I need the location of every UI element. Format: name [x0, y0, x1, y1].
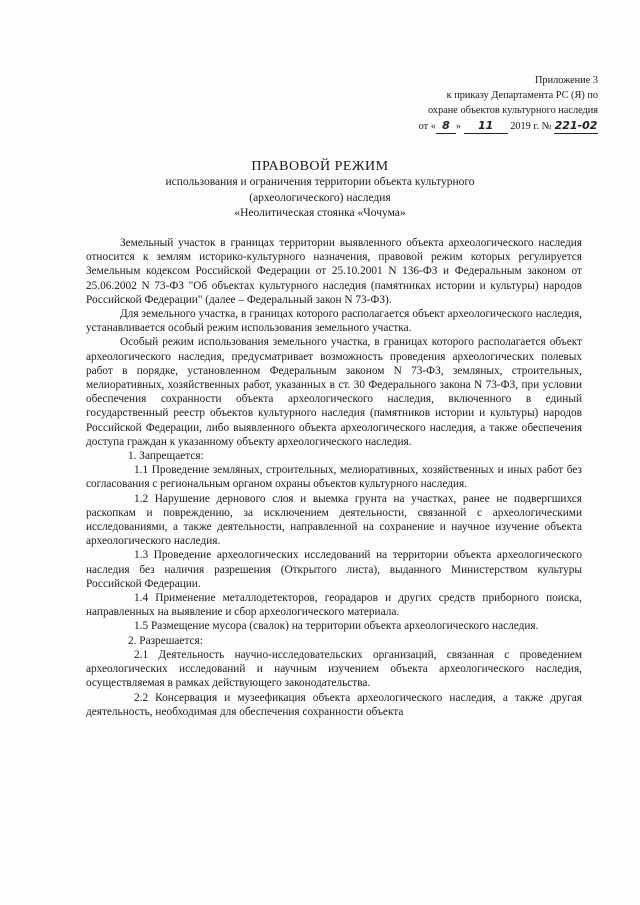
paragraph-land-plot: Земельный участок в границах территории выявленного объекта археологического наследия относится к землям историко-культурного назначения, правовой режим которых регулируется Земельным кодексом Российской Федерации от 25.10.2001 N 136-ФЗ и Федеральным законом от 25.06.2002 N 73-ФЗ "Об объектах культурного наследия (памятниках истории и культуры) народов Российской Федерации" (далее – Федеральный закон N 73-ФЗ).: [86, 237, 582, 306]
prohibited-item-1-3: 1.3 Проведение археологических исследований на территории объекта археологического наследия без наличия разрешения (Открытого листа), выданного Министерством культуры Российской Федерации.: [86, 549, 582, 590]
date-mid: »: [455, 121, 462, 132]
date-day: 8: [436, 118, 456, 134]
prohibited-item-1-2: 1.2 Нарушение дернового слоя и выемка грунта на участках, ранее не подвергшихся раскопкам и повреждению, за исключением деятельности, связанной с археологическими исследованиями, а также деятельности, направленной на сохранение и научное изучение объекта археологического наследия.: [86, 492, 582, 548]
appendix-department: охране объектов культурного наследия: [428, 105, 598, 116]
appendix-order-ref: к приказу Департамента РС (Я) по: [446, 90, 598, 101]
document-subtitle-1: использования и ограничения территории объекта культурного: [165, 176, 475, 188]
date-month: 11: [464, 118, 508, 134]
order-date-line: [398, 118, 598, 134]
document-title-block: [60, 158, 580, 222]
appendix-header: [398, 73, 598, 134]
prohibited-item-1-1: 1.1 Проведение земляных, строительных, мелиоративных, хозяйственных и иных работ без согласования с региональным органом охраны объектов культурного наследия.: [86, 464, 582, 491]
paragraph-special-regime: Для земельного участка, в границах которого располагается объект археологического наследия, устанавливается особый режим использования земельного участка.: [86, 308, 582, 335]
prohibited-item-1-5: 1.5 Размещение мусора (свалок) на территории объекта археологического наследия.: [134, 620, 539, 633]
document-subtitle-2: (археологического) наследия: [249, 191, 391, 204]
paragraph-regime-details: Особый режим использования земельного участка, в границах которого располагается объект археологического наследия, предусматривает возможность проведения археологических полевых работ в порядке, установленном Федеральным законом N 73-ФЗ, земляных, строительных, мелиоративных, хозяйственных работ, указанных в ст. 30 Федерального закона N 73-ФЗ, при условии обеспечения сохранности объекта археологического наследия, включенного в единый государственный реестр объектов культурного наследия (памятников истории и культуры) народов Российской Федерации, либо выявленного объекта археологического наследия, а также обеспечения доступа граждан к указанному объекту археологического наследия.: [86, 336, 582, 448]
document-subtitle-3: «Неолитическая стоянка «Чочума»: [234, 207, 406, 219]
document-body: [86, 236, 582, 719]
document-title: ПРАВОВОЙ РЕЖИМ: [251, 159, 389, 174]
permitted-item-2-1: 2.1 Деятельность научно-исследовательских организаций, связанная с проведением археологических исследований и научным изучением объекта археологического наследия, осуществляемая в рамках действующего законодательства.: [86, 648, 582, 690]
date-year: 2019 г. №: [510, 121, 552, 132]
section-permitted-heading: 2. Разрешается:: [128, 634, 203, 647]
appendix-number: Приложение 3: [535, 75, 598, 86]
order-number: 221-02: [554, 119, 598, 132]
section-prohibited-heading: 1. Запрещается:: [128, 450, 204, 463]
date-prefix: от «: [418, 121, 436, 132]
prohibited-item-1-4: 1.4 Применение металлодетекторов, георадаров и других средств приборного поиска, направленных на выявление и сбор археологического материала.: [86, 592, 582, 619]
permitted-item-2-2: 2.2 Консервация и музеефикация объекта археологического наследия, а также другая деятельность, необходимая для обеспечения сохранности объекта: [86, 691, 582, 718]
